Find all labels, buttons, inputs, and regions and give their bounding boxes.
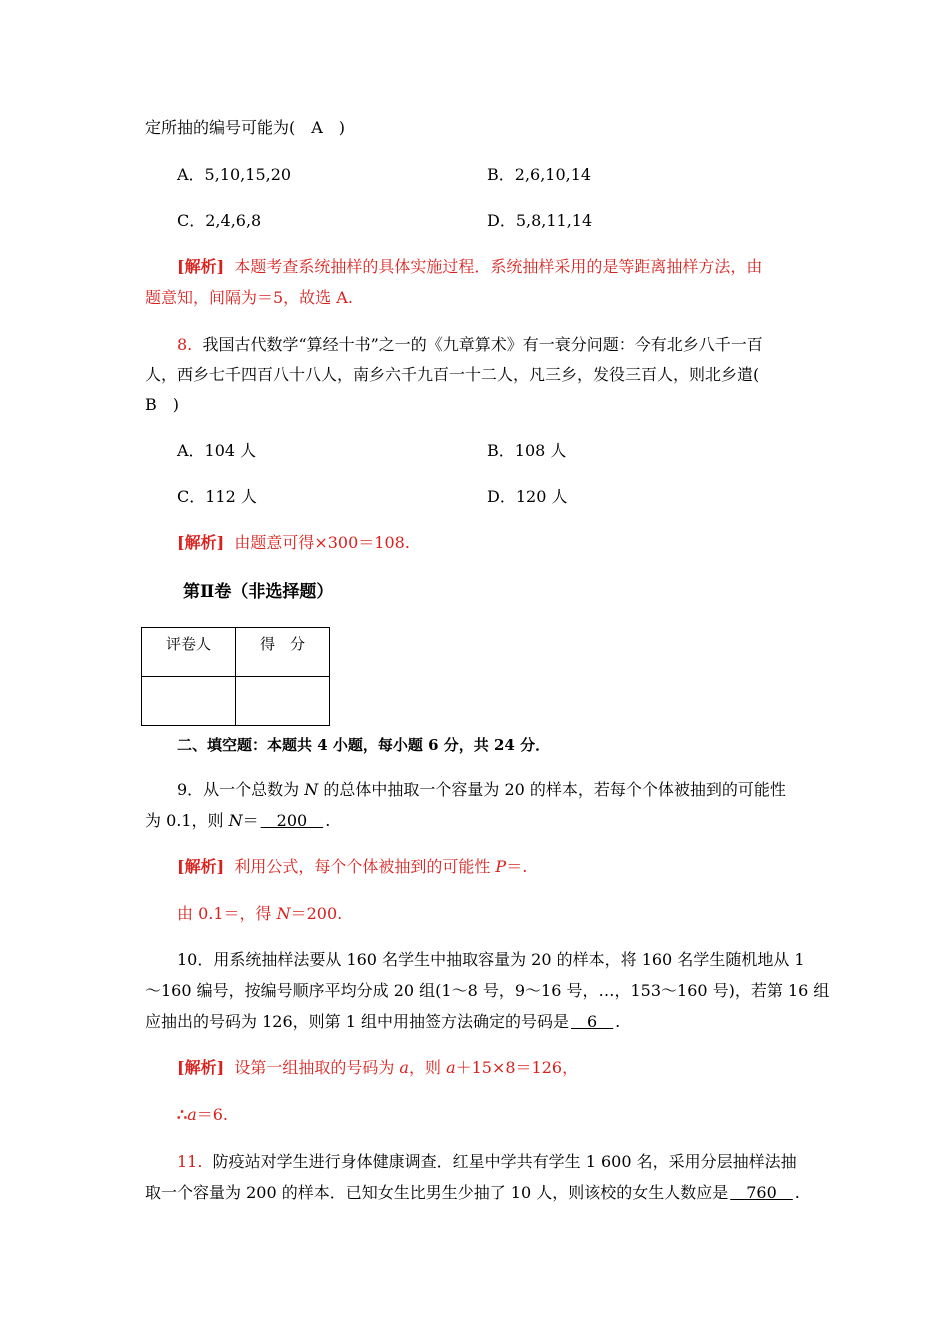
q9-analysis (177, 857, 527, 877)
q10-text: 应抽出的号码为 126，则第 1 组中用抽签方法确定的号码是 (145, 1012, 569, 1031)
score-table-header-score (236, 628, 330, 677)
q8-analysis (177, 533, 410, 553)
q9-analysis-text: 由 0.1＝，得 (177, 904, 277, 923)
q9-answer: 200 (260, 811, 324, 830)
q10-line2: ～160 编号，按编号顺序平均分成 20 组(1～8 号，9～16 号，…，153～160 号)，若第 16 组 (145, 981, 830, 1000)
q9-text: ＝ (242, 811, 259, 830)
q7-analysis-text: 本题考查系统抽样的具体实施过程．系统抽样采用的是等距离抽样方法，由 (234, 257, 763, 276)
q8-number: 8. (177, 335, 193, 354)
q10-analysis-text: ＋15×8＝126， (455, 1058, 579, 1077)
q11-line1 (177, 1152, 797, 1172)
q11-number: 11. (177, 1152, 203, 1171)
q7-option-b: B．2,6,10,14 (487, 165, 592, 184)
q11-answer: 760 (730, 1183, 793, 1202)
analysis-tag: [解析] (177, 257, 225, 276)
q8-option-c: C．112 人 (177, 487, 257, 506)
q9-line1 (177, 780, 786, 800)
analysis-tag: [解析] (177, 533, 225, 552)
q10-line1: 10．用系统抽样法要从 160 名学生中抽取容量为 20 的样本，将 160 名学生随机地从 1 (177, 950, 805, 969)
q9-analysis-var: P (495, 857, 507, 876)
q8-line2: 人，西乡七千四百八十八人，南乡六千九百一十二人，凡三乡，发役三百人，则北乡遣( (145, 365, 760, 384)
score-table (141, 627, 330, 726)
score-table-header-grader (142, 628, 236, 677)
section2-title: 第Ⅱ卷（非选择题） (183, 582, 334, 602)
q9-text: 的总体中抽取一个容量为 20 的样本，若每个个体被抽到的可能性 (318, 780, 786, 799)
q10-analysis-var: a (446, 1058, 456, 1077)
score-label: 得 分 (259, 635, 305, 653)
q9-text: . (325, 811, 331, 830)
q8-option-a: A．104 人 (177, 441, 257, 460)
q9-text: 9．从一个总数为 (177, 780, 305, 799)
q7-stem-end: 定所抽的编号可能为( A ) (145, 118, 346, 137)
therefore-symbol: ∴ (177, 1105, 188, 1124)
q8-option-b: B．108 人 (487, 441, 567, 460)
score-table-grader-cell[interactable] (142, 677, 236, 726)
grader-label: 评卷人 (165, 635, 211, 653)
q10-analysis-text: ，则 (408, 1058, 447, 1077)
q10-line3 (145, 1012, 620, 1032)
q8-line3: B ) (145, 395, 180, 414)
q9-var: N (304, 780, 319, 799)
q10-answer: 6 (570, 1012, 614, 1031)
q9-var: N (228, 811, 243, 830)
score-table-score-cell[interactable] (236, 677, 330, 726)
q10-text: . (615, 1012, 621, 1031)
q8-line1 (177, 335, 763, 355)
q10-analysis-var: a (187, 1105, 197, 1124)
q9-analysis-var: N (276, 904, 291, 923)
q9-line2 (145, 811, 330, 831)
q11-text: . (794, 1183, 800, 1202)
q11-line2 (145, 1183, 800, 1203)
q10-analysis (177, 1058, 578, 1078)
q9-analysis-text: 利用公式，每个个体被抽到的可能性 (234, 857, 496, 876)
q9-analysis-text: ＝200. (290, 904, 343, 923)
q9-analysis-text: ＝. (506, 857, 528, 876)
q10-analysis-var: a (399, 1058, 409, 1077)
q8-analysis-text: 由题意可得×300＝108. (234, 533, 410, 552)
q7-option-d: D．5,8,11,14 (487, 211, 593, 230)
q10-analysis-text: 设第一组抽取的号码为 (234, 1058, 400, 1077)
analysis-tag: [解析] (177, 1058, 225, 1077)
analysis-tag: [解析] (177, 857, 225, 876)
q7-option-a: A．5,10,15,20 (177, 165, 292, 184)
q11-line1-text: 防疫站对学生进行身体健康调查．红星中学共有学生 1 600 名，采用分层抽样法抽 (212, 1152, 797, 1171)
q9-analysis-line2 (177, 904, 342, 924)
q10-analysis-line2 (177, 1105, 228, 1125)
q8-line1-text: 我国古代数学“算经十书”之一的《九章算术》有一衰分问题：今有北乡八千一百 (202, 335, 763, 354)
q10-analysis-text: ＝6. (196, 1105, 229, 1124)
q9-text: 为 0.1，则 (145, 811, 229, 830)
section2-heading: 二、填空题：本题共 4 小题，每小题 6 分，共 24 分． (177, 736, 551, 754)
q7-analysis-line2: 题意知，间隔为＝5，故选 A. (145, 288, 353, 307)
q7-analysis-line1 (177, 257, 762, 277)
q8-option-d: D．120 人 (487, 487, 568, 506)
q11-text: 取一个容量为 200 的样本．已知女生比男生少抽了 10 人，则该校的女生人数应是 (145, 1183, 729, 1202)
q7-option-c: C．2,4,6,8 (177, 211, 262, 230)
